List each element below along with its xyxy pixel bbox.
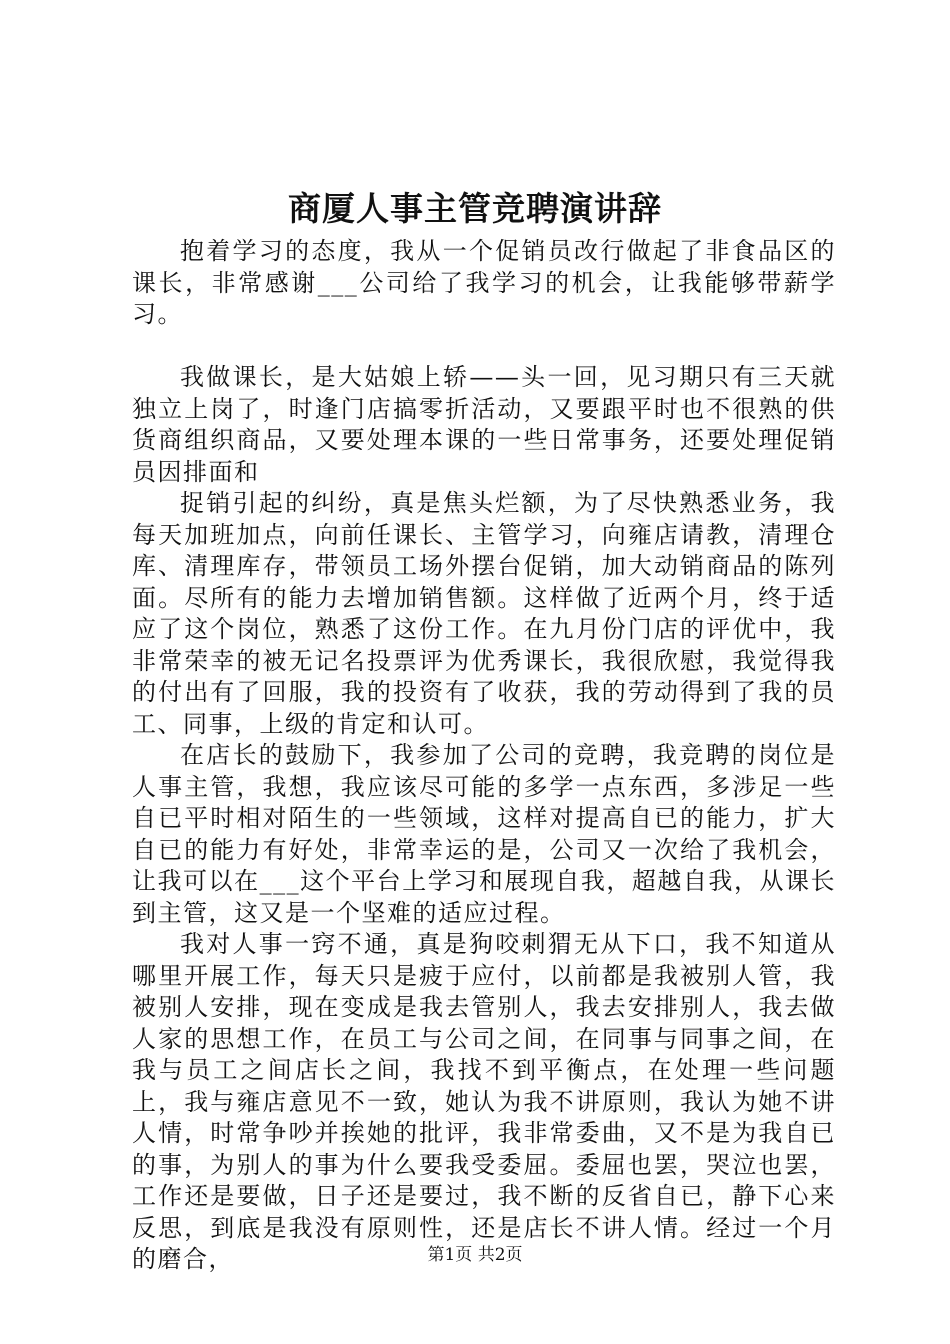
- paragraph-5: 我对人事一窍不通，真是狗咬刺猬无从下口，我不知道从哪里开展工作，每天只是疲于应付，以前都是我被别人管，我被别人安排，现在变成是我去管别人，我去安排别人，我去做人家的思想工作，在员工与公司之间，在同事与同事之间，在我与员工之间店长之间，我找不到平衡点，在处理一些问题上，我与雍店意见不一致，她认为我不讲原则，我认为她不讲人情，时常争吵并挨她的批评，我非常委曲，又不是为我自已的事，为别人的事为什么要我受委屈。委屈也罢，哭泣也罢，工作还是要做，日子还是要过，我不断的反省自已，静下心来反思，到底是我没有原则性，还是店长不讲人情。经过一个月的磨合，: [132, 930, 836, 1273]
- paragraph-3: 捉销引起的纠纷，真是焦头烂额，为了尽快熟悉业务，我每天加班加点，向前任课长、主管学习，向雍店请教，清理仓库、清理库存，带领员工场外摆台促销，加大动销商品的陈列面。尽所有的能力去增加销售额。这样做了近两个月，终于适应了这个岗位，熟悉了这份工作。在九月份门店的评优中，我非常荣幸的被无记名投票评为优秀课长，我很欣慰，我觉得我的付出有了回服，我的投资有了收获，我的劳动得到了我的员工、同事，上级的肯定和认可。: [132, 489, 836, 738]
- document-title: 商厦人事主管竞聘演讲辞: [288, 189, 662, 228]
- paragraph-1: 抱着学习的态度，我从一个促销员改行做起了非食品区的课长，非常感谢___公司给了我学习的机会，让我能够带薪学习。: [132, 237, 836, 328]
- document-body: [132, 236, 836, 1276]
- paragraph-2: 我做课长，是大姑娘上轿——头一回，见习期只有三天就独立上岗了，时逢门店搞零折活动，又要跟平时也不很熟的供货商组织商品，又要处理本课的一些日常事务，还要处理促销员因排面和: [132, 363, 836, 486]
- paragraph-4: 在店长的鼓励下，我参加了公司的竞聘，我竞聘的岗位是人事主管，我想，我应该尽可能的多学一点东西，多涉足一些自已平时相对陌生的一些领域，这样对提高自已的能力，扩大自已的能力有好处，非常幸运的是，公司又一次给了我机会，让我可以在___这个平台上学习和展现自我，超越自我，从课长到主管，这又是一个坚难的适应过程。: [132, 741, 836, 927]
- page-footer: 第1页 共2页: [427, 1245, 523, 1265]
